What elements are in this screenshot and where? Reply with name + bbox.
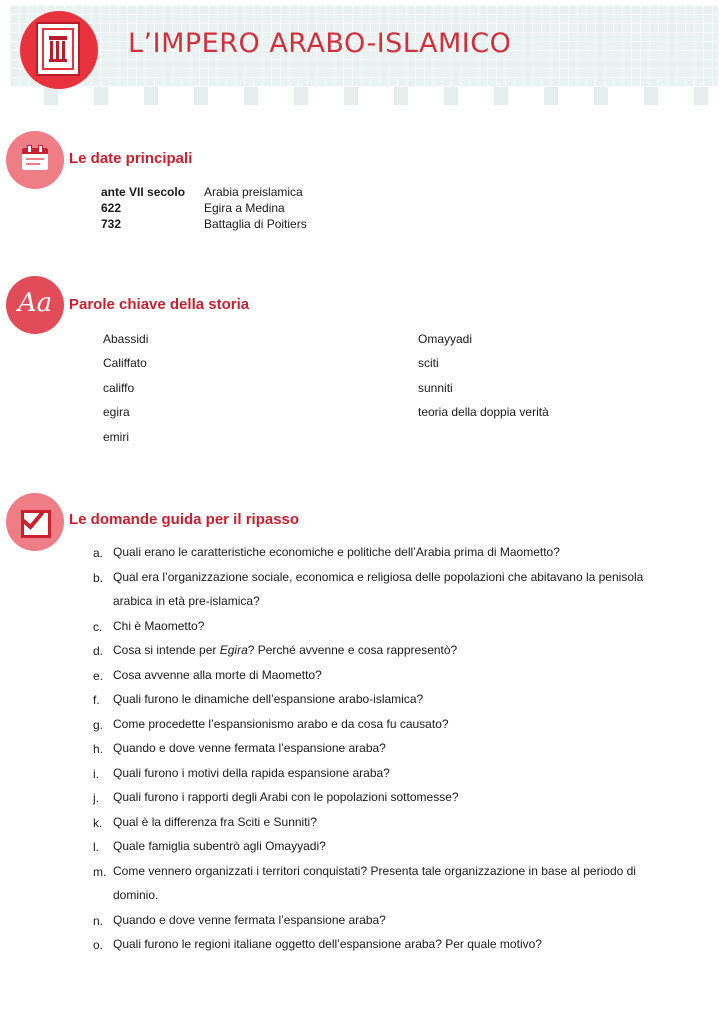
- keyword: Abassidi: [103, 332, 149, 346]
- section-heading-keywords: Parole chiave della storia: [69, 296, 250, 313]
- question-text: Qual era l’organizzazione sociale, economica e religiosa delle popolazioni che abitavano la penisola arabica in età pre-islamica?: [113, 570, 644, 608]
- question-text: Quali furono i rapporti degli Arabi con le popolazioni sottomesse?: [113, 790, 459, 804]
- date-value: 732: [101, 217, 122, 231]
- question-text: Cosa avvenne alla morte di Maometto?: [113, 668, 322, 682]
- question-text: Quali furono le dinamiche dell’espansione arabo-islamica?: [113, 692, 424, 706]
- keyword: emiri: [103, 430, 129, 444]
- question-text: Chi è Maometto?: [113, 619, 205, 633]
- column-document-icon: [20, 11, 98, 89]
- page-title: L’IMPERO ARABO-ISLAMICO: [128, 28, 512, 59]
- question-text: Quale famiglia subentrò agli Omayyadi?: [113, 839, 326, 853]
- checkbox-icon: [6, 493, 64, 551]
- question-label: j.: [93, 791, 99, 805]
- question-text: Come vennero organizzati i territori conquistati? Presenta tale organizzazione in base al periodo di dominio.: [113, 864, 636, 902]
- section-heading-questions: Le domande guida per il ripasso: [69, 511, 300, 528]
- question-text: Cosa si intende per Egira? Perché avvenne e cosa rappresentò?: [113, 643, 458, 657]
- question-text: Quali furono le regioni italiane oggetto dell’espansione araba? Per quale motivo?: [113, 937, 542, 951]
- question-label: n.: [93, 914, 104, 928]
- date-event: Arabia preislamica: [204, 185, 303, 199]
- question-label: l.: [93, 840, 99, 854]
- keyword: califfo: [103, 381, 135, 395]
- question-label: e.: [93, 669, 104, 683]
- keyword: Omayyadi: [418, 332, 473, 346]
- question-label: h.: [93, 742, 104, 756]
- question-label: i.: [93, 767, 99, 781]
- question-label: b.: [93, 571, 104, 585]
- question-text: Quali furono i motivi della rapida espansione araba?: [113, 766, 390, 780]
- question-text: Come procedette l’espansionismo arabo e da cosa fu causato?: [113, 717, 449, 731]
- question-text: Quali erano le caratteristiche economiche e politiche dell’Arabia prima di Maometto?: [113, 545, 560, 559]
- question-label: f.: [93, 693, 100, 707]
- date-value: ante VII secolo: [101, 185, 186, 199]
- text-aa-icon: Aa: [6, 276, 64, 334]
- question-text: Quando e dove venne fermata l’espansione araba?: [113, 741, 386, 755]
- question-label: k.: [93, 816, 103, 830]
- question-label: m.: [93, 865, 107, 879]
- question-text: Quando e dove venne fermata l’espansione araba?: [113, 913, 386, 927]
- date-value: 622: [101, 201, 122, 215]
- keyword: sciti: [418, 356, 439, 370]
- question-label: c.: [93, 620, 103, 634]
- calendar-icon: [6, 131, 64, 189]
- keyword: teoria della doppia verità: [418, 405, 549, 419]
- banner-tabs: [10, 87, 718, 113]
- keyword: sunniti: [418, 381, 453, 395]
- question-label: a.: [93, 546, 104, 560]
- question-label: d.: [93, 644, 104, 658]
- date-event: Battaglia di Poitiers: [204, 217, 307, 231]
- question-label: o.: [93, 938, 104, 952]
- question-text: Qual è la differenza fra Sciti e Sunniti?: [113, 815, 317, 829]
- keyword: Califfato: [103, 356, 147, 370]
- keyword: egira: [103, 405, 130, 419]
- section-heading-dates: Le date principali: [69, 150, 193, 167]
- date-event: Egira a Medina: [204, 201, 285, 215]
- question-label: g.: [93, 718, 104, 732]
